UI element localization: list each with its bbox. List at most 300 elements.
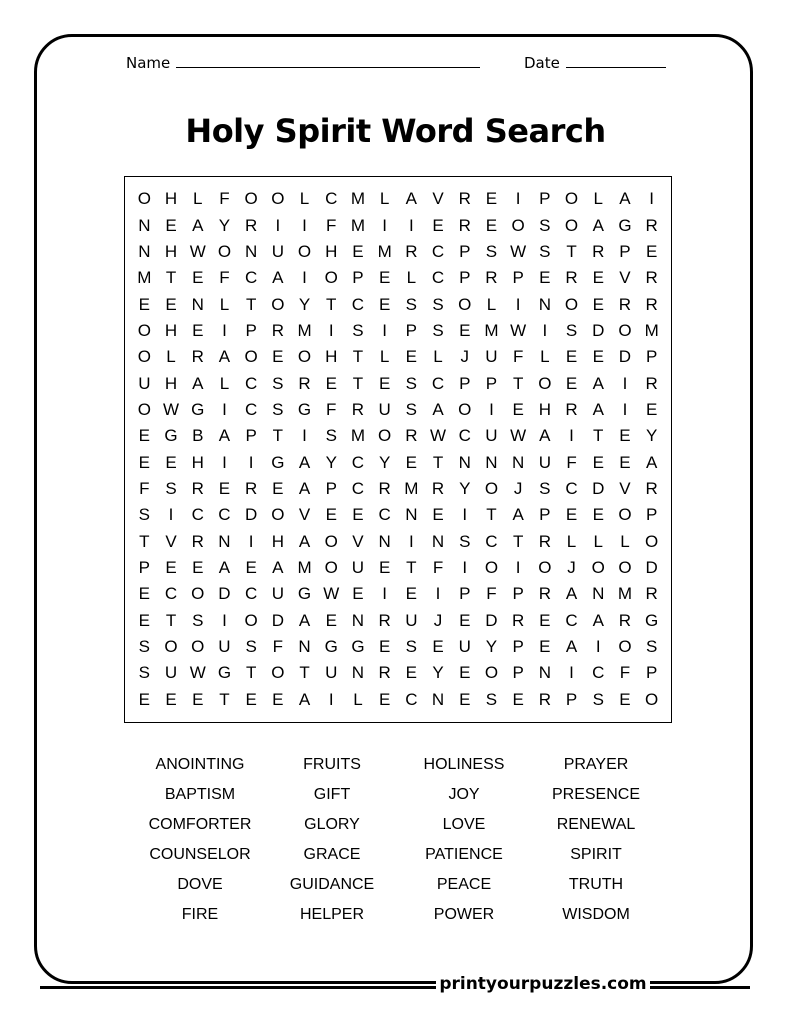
grid-letter[interactable]: F [219,189,230,209]
grid-letter[interactable]: T [165,610,177,630]
grid-letter[interactable]: G [191,399,205,419]
grid-letter[interactable]: S [138,505,151,525]
grid-letter[interactable]: P [459,373,471,393]
grid-letter[interactable]: I [515,558,521,578]
grid-letter[interactable]: H [164,373,178,393]
grid-letter[interactable]: O [645,689,659,709]
grid-letter[interactable]: L [353,689,363,709]
grid-letter[interactable]: R [618,610,632,630]
grid-letter[interactable]: N [431,531,445,551]
grid-letter[interactable]: F [326,399,337,419]
grid-letter[interactable]: E [352,584,364,604]
grid-letter[interactable]: C [592,663,605,683]
grid-letter[interactable]: H [164,241,178,261]
grid-letter[interactable]: O [324,531,338,551]
grid-letter[interactable]: C [565,479,578,499]
grid-letter[interactable]: A [298,479,311,499]
grid-letter[interactable]: R [245,479,258,499]
grid-letter[interactable]: W [189,663,206,683]
grid-letter[interactable]: R [405,426,418,446]
grid-letter[interactable]: E [565,373,578,393]
grid-letter[interactable]: E [325,610,337,630]
grid-letter[interactable]: Y [378,452,391,472]
grid-letter[interactable]: V [619,268,631,288]
grid-letter[interactable]: L [433,347,443,367]
grid-letter[interactable]: P [485,373,498,393]
grid-letter[interactable]: T [326,294,337,314]
grid-letter[interactable]: T [486,505,497,525]
grid-letter[interactable]: O [618,505,632,525]
grid-letter[interactable]: G [297,584,312,604]
grid-letter[interactable]: F [139,479,150,499]
grid-letter[interactable]: E [619,452,631,472]
grid-letter[interactable]: V [165,531,177,551]
grid-letter[interactable]: C [565,610,578,630]
grid-letter[interactable]: C [191,505,204,525]
grid-letter[interactable]: P [352,268,364,288]
grid-letter[interactable]: E [192,268,204,288]
grid-letter[interactable]: O [618,637,632,657]
grid-letter[interactable]: N [351,663,365,683]
grid-letter[interactable]: A [565,637,578,657]
grid-letter[interactable]: O [271,663,285,683]
grid-letter[interactable]: E [565,505,578,525]
grid-letter[interactable]: I [302,215,307,235]
grid-letter[interactable]: E [325,505,337,525]
grid-letter[interactable]: R [565,268,578,288]
grid-letter[interactable]: E [459,663,471,683]
grid-letter[interactable]: R [378,663,391,683]
grid-letter[interactable]: E [645,399,658,419]
grid-letter[interactable]: R [538,689,551,709]
grid-letter[interactable]: T [245,294,257,314]
grid-letter[interactable]: W [510,241,527,261]
grid-letter[interactable]: I [542,320,548,340]
grid-letter[interactable]: R [191,531,204,551]
grid-letter[interactable]: H [164,189,178,209]
grid-letter[interactable]: P [459,584,471,604]
grid-letter[interactable]: A [218,347,231,367]
grid-letter[interactable]: L [593,531,603,551]
grid-letter[interactable]: A [298,452,311,472]
grid-letter[interactable]: T [566,241,577,261]
grid-letter[interactable]: W [510,320,527,340]
grid-letter[interactable]: I [595,637,601,657]
grid-letter[interactable]: U [271,584,284,604]
grid-letter[interactable]: E [165,558,177,578]
grid-letter[interactable]: H [538,399,551,419]
grid-letter[interactable]: L [620,531,630,551]
grid-letter[interactable]: R [645,268,658,288]
name-line[interactable] [176,67,480,68]
grid-letter[interactable]: E [619,689,631,709]
grid-letter[interactable]: L [299,189,310,209]
grid-letter[interactable]: O [191,584,205,604]
grid-letter[interactable]: Y [325,452,337,472]
grid-letter[interactable]: O [591,558,605,578]
grid-letter[interactable]: R [191,347,204,367]
grid-letter[interactable]: T [512,531,524,551]
grid-letter[interactable]: H [325,241,338,261]
grid-letter[interactable]: S [432,294,444,314]
grid-letter[interactable]: O [618,320,632,340]
grid-letter[interactable]: V [619,479,631,499]
grid-letter[interactable]: J [460,347,469,367]
grid-letter[interactable]: R [378,479,391,499]
grid-letter[interactable]: P [512,663,524,683]
grid-letter[interactable]: O [244,347,258,367]
grid-letter[interactable]: A [512,505,524,525]
grid-letter[interactable]: C [245,373,258,393]
grid-letter[interactable]: A [432,399,444,419]
grid-letter[interactable]: O [137,189,151,209]
grid-letter[interactable]: M [297,320,312,340]
grid-letter[interactable]: E [405,584,418,604]
grid-letter[interactable]: I [382,215,388,235]
grid-letter[interactable]: U [458,637,471,657]
grid-letter[interactable]: O [324,558,338,578]
name-field[interactable] [126,52,480,72]
grid-letter[interactable]: R [351,399,365,419]
grid-letter[interactable]: T [165,268,177,288]
grid-letter[interactable]: N [218,531,231,551]
grid-letter[interactable]: E [485,189,498,209]
grid-letter[interactable]: O [137,320,151,340]
grid-letter[interactable]: O [564,215,579,235]
grid-letter[interactable]: A [298,610,311,630]
grid-letter[interactable]: R [431,479,445,499]
grid-letter[interactable]: S [192,610,204,630]
grid-letter[interactable]: R [271,320,284,340]
grid-letter[interactable]: P [539,189,551,209]
grid-letter[interactable]: C [245,399,258,419]
grid-letter[interactable]: M [137,268,152,288]
grid-letter[interactable]: E [138,452,151,472]
grid-letter[interactable]: Y [218,215,231,235]
grid-letter[interactable]: N [138,215,151,235]
date-line[interactable] [566,67,666,68]
grid-letter[interactable]: J [433,610,443,630]
grid-letter[interactable]: N [485,452,498,472]
grid-letter[interactable]: D [245,505,258,525]
grid-letter[interactable]: G [351,637,365,657]
grid-letter[interactable]: A [405,189,418,209]
grid-letter[interactable]: I [382,320,388,340]
grid-letter[interactable]: S [592,689,604,709]
grid-letter[interactable]: V [432,189,444,209]
grid-letter[interactable]: N [245,241,258,261]
grid-letter[interactable]: E [432,637,444,657]
grid-letter[interactable]: N [191,294,204,314]
grid-letter[interactable]: H [164,320,178,340]
grid-letter[interactable]: A [298,689,311,709]
grid-letter[interactable]: M [484,320,499,340]
grid-letter[interactable]: S [405,294,418,314]
grid-letter[interactable]: C [164,584,178,604]
grid-letter[interactable]: E [405,663,418,683]
grid-letter[interactable]: L [540,347,550,367]
grid-letter[interactable]: I [649,189,655,209]
grid-letter[interactable]: R [191,479,204,499]
grid-letter[interactable]: R [645,479,658,499]
grid-letter[interactable]: E [192,558,204,578]
grid-letter[interactable]: C [351,479,365,499]
grid-letter[interactable]: U [351,558,365,578]
grid-letter[interactable]: G [645,610,659,630]
grid-letter[interactable]: I [222,452,227,472]
grid-letter[interactable]: A [192,373,204,393]
grid-letter[interactable]: R [645,584,658,604]
grid-letter[interactable]: T [352,373,364,393]
grid-letter[interactable]: S [352,320,364,340]
grid-letter[interactable]: F [326,215,337,235]
grid-letter[interactable]: I [302,268,307,288]
grid-letter[interactable]: L [166,347,176,367]
grid-letter[interactable]: L [486,294,497,314]
grid-letter[interactable]: E [245,558,257,578]
grid-letter[interactable]: S [405,637,418,657]
grid-letter[interactable]: R [512,610,525,630]
grid-letter[interactable]: R [592,241,605,261]
grid-letter[interactable]: S [405,399,418,419]
grid-letter[interactable]: E [378,268,391,288]
grid-letter[interactable]: I [302,426,307,446]
grid-letter[interactable]: E [592,294,604,314]
grid-letter[interactable]: D [592,320,605,340]
grid-letter[interactable]: D [218,584,231,604]
grid-letter[interactable]: I [408,531,414,551]
grid-letter[interactable]: E [432,215,444,235]
grid-letter[interactable]: C [245,584,258,604]
grid-letter[interactable]: I [622,399,628,419]
grid-letter[interactable]: S [539,241,551,261]
grid-letter[interactable]: F [219,268,230,288]
grid-letter[interactable]: F [566,452,577,472]
grid-letter[interactable]: D [485,610,498,630]
grid-letter[interactable]: M [350,215,366,235]
grid-letter[interactable]: E [378,637,391,657]
grid-letter[interactable]: G [297,399,312,419]
grid-letter[interactable]: J [567,558,576,578]
grid-letter[interactable]: E [539,637,551,657]
grid-letter[interactable]: O [564,189,579,209]
grid-letter[interactable]: F [512,347,524,367]
grid-letter[interactable]: M [297,558,312,578]
grid-letter[interactable]: A [592,399,604,419]
grid-letter[interactable]: E [459,610,471,630]
grid-letter[interactable]: E [165,215,177,235]
grid-letter[interactable]: L [566,531,577,551]
grid-letter[interactable]: P [645,347,658,367]
grid-letter[interactable]: S [325,426,337,446]
grid-letter[interactable]: O [564,294,579,314]
grid-letter[interactable]: U [405,610,418,630]
grid-letter[interactable]: Y [432,663,444,683]
grid-letter[interactable]: D [271,610,284,630]
grid-letter[interactable]: O [137,399,151,419]
grid-letter[interactable]: O [538,373,552,393]
grid-letter[interactable]: E [272,479,284,499]
grid-letter[interactable]: E [378,558,391,578]
grid-letter[interactable]: S [459,531,471,551]
grid-letter[interactable]: A [298,531,311,551]
grid-letter[interactable]: C [431,241,445,261]
grid-letter[interactable]: W [189,241,206,261]
grid-letter[interactable]: P [405,320,418,340]
grid-letter[interactable]: P [459,241,471,261]
grid-letter[interactable]: G [217,663,232,683]
grid-letter[interactable]: C [351,452,365,472]
grid-letter[interactable]: I [328,689,334,709]
grid-letter[interactable]: O [458,399,472,419]
grid-letter[interactable]: O [645,531,659,551]
grid-letter[interactable]: E [539,610,551,630]
grid-letter[interactable]: C [485,531,498,551]
grid-letter[interactable]: E [405,452,418,472]
grid-letter[interactable]: S [245,637,257,657]
grid-letter[interactable]: A [645,452,658,472]
grid-letter[interactable]: R [618,294,632,314]
grid-letter[interactable]: E [378,373,391,393]
grid-letter[interactable]: L [193,189,203,209]
grid-letter[interactable]: I [622,373,628,393]
grid-letter[interactable]: D [645,558,658,578]
grid-letter[interactable]: T [406,558,417,578]
grid-letter[interactable]: C [431,373,445,393]
grid-letter[interactable]: O [271,505,285,525]
grid-letter[interactable]: P [512,268,524,288]
grid-letter[interactable]: R [645,373,658,393]
grid-letter[interactable]: E [459,689,471,709]
grid-letter[interactable]: E [378,294,391,314]
grid-letter[interactable]: E [272,689,284,709]
grid-letter[interactable]: E [165,294,177,314]
grid-letter[interactable]: I [408,215,414,235]
grid-letter[interactable]: E [218,479,231,499]
grid-letter[interactable]: F [272,637,284,657]
grid-letter[interactable]: I [328,320,334,340]
grid-letter[interactable]: U [164,663,178,683]
grid-letter[interactable]: S [138,637,151,657]
grid-letter[interactable]: R [645,215,658,235]
grid-letter[interactable]: A [272,268,284,288]
grid-letter[interactable]: I [275,215,281,235]
grid-letter[interactable]: S [645,637,658,657]
grid-letter[interactable]: A [592,610,604,630]
grid-letter[interactable]: C [378,505,391,525]
grid-letter[interactable]: G [164,426,178,446]
grid-letter[interactable]: S [485,241,498,261]
grid-letter[interactable]: P [512,584,524,604]
grid-letter[interactable]: S [432,320,444,340]
grid-letter[interactable]: E [645,241,658,261]
grid-letter[interactable]: M [617,584,633,604]
grid-letter[interactable]: N [351,610,365,630]
grid-letter[interactable]: O [297,241,312,261]
grid-letter[interactable]: U [218,637,231,657]
grid-letter[interactable]: O [244,610,258,630]
grid-letter[interactable]: O [458,294,472,314]
grid-letter[interactable]: O [511,215,525,235]
grid-letter[interactable]: W [163,399,180,419]
grid-letter[interactable]: H [271,531,284,551]
grid-letter[interactable]: T [272,426,284,446]
grid-letter[interactable]: O [618,558,632,578]
grid-letter[interactable]: C [431,268,445,288]
grid-letter[interactable]: A [539,426,551,446]
grid-letter[interactable]: E [138,426,151,446]
grid-letter[interactable]: A [192,215,204,235]
grid-letter[interactable]: F [486,584,497,604]
grid-letter[interactable]: E [138,689,151,709]
grid-letter[interactable]: S [165,479,177,499]
grid-letter[interactable]: O [244,189,258,209]
grid-letter[interactable]: U [538,452,551,472]
grid-letter[interactable]: T [593,426,604,446]
grid-letter[interactable]: M [404,479,419,499]
grid-letter[interactable]: C [245,268,258,288]
grid-letter[interactable]: I [435,584,441,604]
grid-letter[interactable]: S [565,320,578,340]
grid-letter[interactable]: C [325,189,338,209]
grid-letter[interactable]: Y [485,637,498,657]
grid-letter[interactable]: P [459,268,471,288]
grid-letter[interactable]: S [539,479,551,499]
grid-letter[interactable]: E [192,689,204,709]
grid-letter[interactable]: O [217,241,232,261]
grid-letter[interactable]: P [138,558,151,578]
grid-letter[interactable]: G [271,452,285,472]
grid-letter[interactable]: T [352,347,364,367]
grid-letter[interactable]: A [565,584,578,604]
grid-letter[interactable]: T [432,452,444,472]
grid-letter[interactable]: I [248,452,254,472]
date-field[interactable] [524,52,666,72]
grid-letter[interactable]: I [222,610,227,630]
grid-letter[interactable]: I [489,399,494,419]
grid-letter[interactable]: P [619,241,631,261]
grid-letter[interactable]: E [272,347,284,367]
grid-letter[interactable]: I [462,558,468,578]
grid-letter[interactable]: M [350,426,366,446]
grid-letter[interactable]: P [325,479,337,499]
grid-letter[interactable]: R [298,373,311,393]
grid-letter[interactable]: A [218,558,231,578]
grid-letter[interactable]: E [165,452,177,472]
grid-letter[interactable]: P [565,689,578,709]
grid-letter[interactable]: I [222,399,227,419]
grid-letter[interactable]: L [379,347,390,367]
grid-letter[interactable]: R [485,268,498,288]
grid-letter[interactable]: P [512,637,524,657]
grid-letter[interactable]: E [325,373,337,393]
grid-letter[interactable]: S [405,373,418,393]
grid-letter[interactable]: L [219,294,230,314]
grid-letter[interactable]: P [245,426,257,446]
grid-letter[interactable]: O [484,479,499,499]
grid-letter[interactable]: G [324,637,338,657]
grid-letter[interactable]: N [405,505,418,525]
grid-letter[interactable]: U [271,241,284,261]
grid-letter[interactable]: R [645,294,658,314]
grid-letter[interactable]: U [485,426,498,446]
grid-letter[interactable]: U [378,399,391,419]
grid-letter[interactable]: A [619,189,631,209]
grid-letter[interactable]: R [458,215,471,235]
grid-letter[interactable]: E [539,268,551,288]
grid-letter[interactable]: E [592,268,604,288]
grid-letter[interactable]: D [618,347,632,367]
